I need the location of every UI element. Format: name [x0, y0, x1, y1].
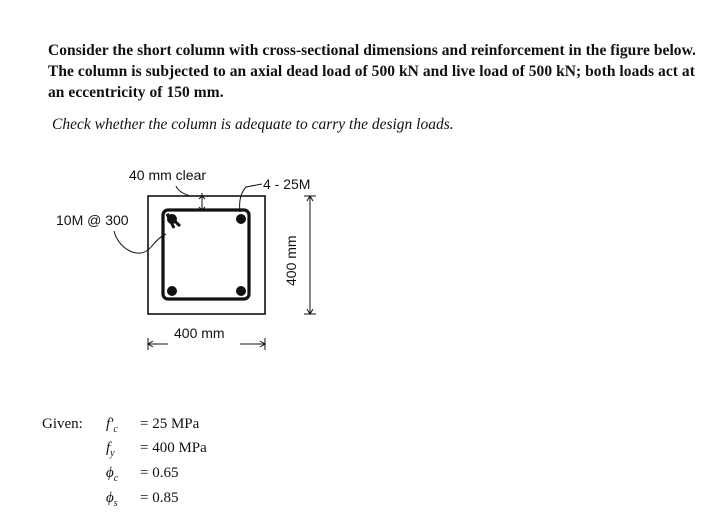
given-symbol-fy — [106, 438, 136, 464]
bar-top-left — [167, 214, 177, 224]
given-symbol-subscript: c — [113, 473, 119, 484]
given-value-fc: = 25 MPa — [140, 416, 200, 432]
bar-top-right — [236, 214, 246, 224]
bar-bottom-left — [167, 286, 177, 296]
height-dimension-label: 400 mm — [283, 235, 299, 286]
main-bars-leader — [240, 184, 262, 212]
task-statement: Check whether the column is adequate to carry the design loads. — [52, 116, 454, 133]
given-value-phic: = 0.65 — [140, 465, 179, 481]
clear-cover-leader — [176, 186, 202, 196]
given-symbol-phic — [106, 463, 136, 489]
given-symbol-prime: ' — [110, 416, 114, 432]
ties-leader — [114, 231, 166, 253]
given-value-phis: = 0.85 — [140, 490, 179, 506]
given-symbol-fc — [106, 414, 136, 440]
problem-statement: Consider the short column with cross-sectional dimensions and reinforcement in the figure below. The column is subjected to an axial dead load of 500 kN and live load of 500 kN; both loads act at an eccentricity of 150 mm. — [48, 42, 696, 101]
ties-label: 10M @ 300 — [56, 212, 129, 228]
clear-cover-label: 40 mm clear — [129, 167, 207, 183]
given-symbol-main: ϕ — [106, 465, 114, 481]
given-value-fy: = 400 MPa — [140, 440, 207, 456]
given-symbol-phis — [106, 488, 136, 514]
given-symbol-subscript: y — [110, 448, 115, 459]
given-label: Given: — [42, 416, 83, 432]
main-bars-label: 4 - 25M — [263, 176, 311, 192]
bar-bottom-right — [236, 286, 246, 296]
given-symbol-main: f — [106, 440, 111, 456]
given-symbol-main: f — [106, 416, 111, 432]
given-symbol-subscript: s — [113, 498, 118, 509]
given-symbol-subscript: c — [113, 424, 118, 435]
width-dimension-label: 400 mm — [174, 325, 225, 341]
given-symbol-main: ϕ — [106, 490, 114, 506]
